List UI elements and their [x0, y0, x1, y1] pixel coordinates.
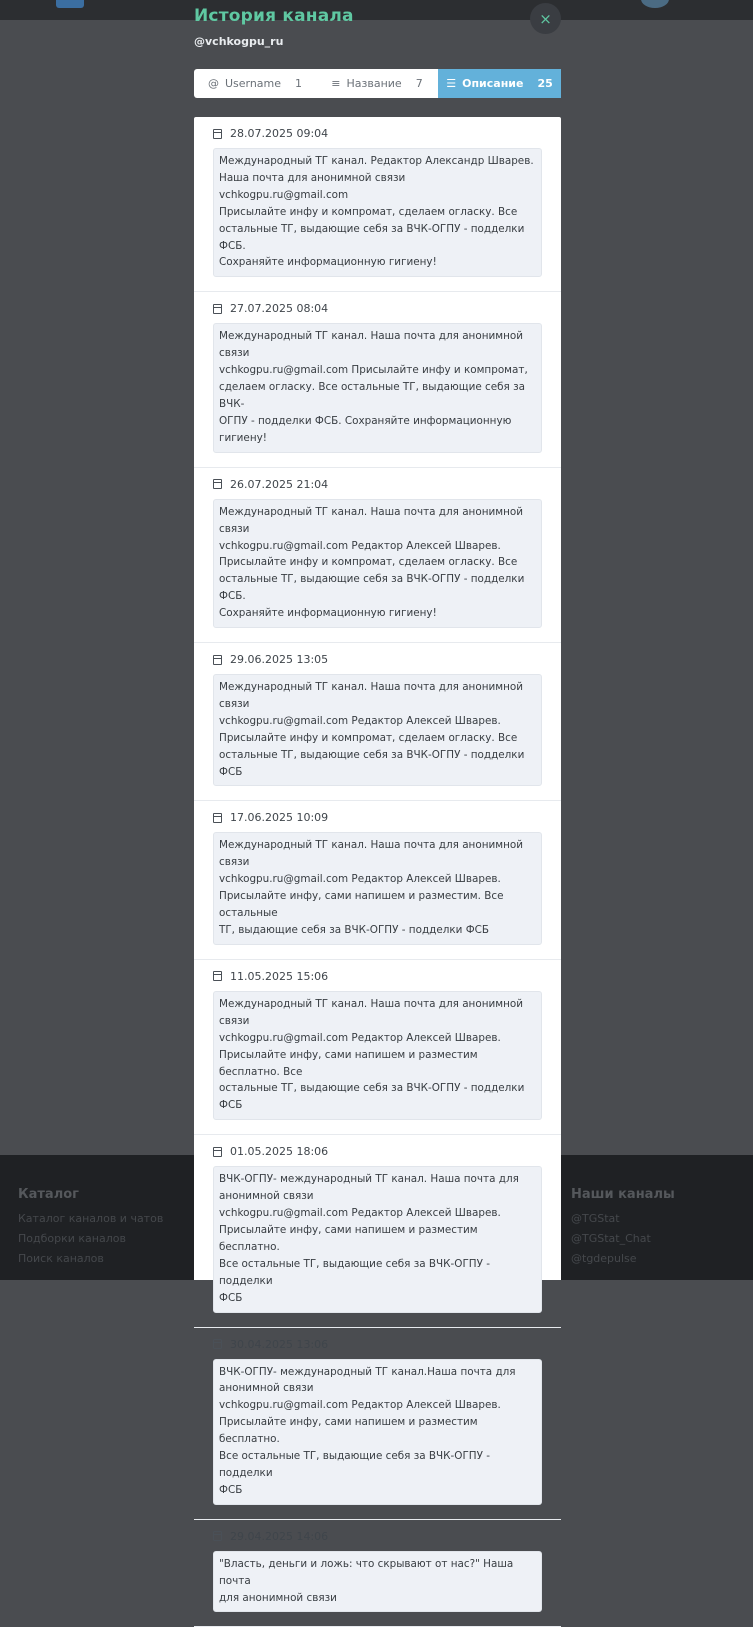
calendar-icon	[213, 1531, 222, 1541]
history-entry	[194, 643, 561, 801]
history-entry	[194, 1328, 561, 1520]
entry-description: Международный ТГ канал. Наша почта для анонимной связи vchkogpu.ru@gmail.com Редактор Алексей Шварев. Присылайте инфу, сами напишем и разместим. Все остальные ТГ, выдающие себя за ВЧК-ОГПУ - подделки ФСБ	[213, 832, 542, 944]
entry-description: ВЧК-ОГПУ- международный ТГ канал.Наша почта для анонимной связи vchkogpu.ru@gmail.com Редактор Алексей Шварев. Присылайте инфу, сами напишем и разместим бесплатно. Все остальные ТГ, выдающие себя за ВЧК-ОГПУ - подделки ФСБ	[213, 1359, 542, 1505]
footer-channels-column	[571, 1187, 675, 1272]
entry-description: Международный ТГ канал. Наша почта для анонимной связи vchkogpu.ru@gmail.com Присылайте инфу и компромат, сделаем огласку. Все остальные ТГ, выдающие себя за ВЧК- ОГПУ - подделки ФСБ. Сохраняйте информационную гигиену!	[213, 323, 542, 452]
history-entry	[194, 801, 561, 959]
calendar-icon	[213, 304, 222, 314]
entry-date: 17.06.2025 10:09	[230, 811, 329, 825]
footer-catalog-column	[18, 1187, 163, 1272]
history-entry	[194, 292, 561, 467]
footer-link[interactable]: @tgdepulse	[571, 1252, 637, 1265]
tab-username[interactable]	[194, 69, 316, 98]
history-entry	[194, 468, 561, 643]
entry-date: 28.07.2025 09:04	[230, 127, 329, 140]
entry-date-row	[213, 653, 542, 666]
history-entry	[194, 960, 561, 1135]
avatar	[641, 0, 669, 8]
entry-date: 29.06.2025 13:05	[230, 653, 329, 667]
tab-title[interactable]	[316, 69, 438, 98]
footer-channels-title: Наши каналы	[571, 1187, 675, 1202]
entry-description: Международный ТГ канал. Наша почта для анонимной связи vchkogpu.ru@gmail.com Редактор Алексей Шварев. Присылайте инфу и компромат, сделаем огласку. Все остальные ТГ, выдающие себя за ВЧК-ОГПУ - подделки ФСБ	[213, 674, 542, 786]
modal-title: История канала	[194, 6, 354, 26]
entry-description: Международный ТГ канал. Наша почта для анонимной связи vchkogpu.ru@gmail.com Редактор Алексей Шварев. Присылайте инфу и компромат, сделаем огласку. Все остальные ТГ, выдающие себя за ВЧК-ОГПУ - подделки ФСБ. Сохраняйте информационную гигиену!	[213, 499, 542, 628]
logo-icon	[56, 0, 84, 8]
entry-date: 11.05.2025 15:06	[230, 969, 329, 983]
entry-date-row	[213, 1338, 542, 1351]
tab-count: 25	[537, 77, 553, 90]
footer-link[interactable]: @TGStat_Chat	[571, 1232, 651, 1245]
entry-date: 27.07.2025 08:04	[230, 302, 329, 316]
entry-date-row	[213, 1530, 542, 1543]
footer-link[interactable]: Поиск каналов	[18, 1252, 104, 1265]
entry-date-row	[213, 1145, 542, 1158]
entry-date-row	[213, 970, 542, 983]
calendar-icon	[213, 129, 222, 139]
entry-date: 26.07.2025 21:04	[230, 477, 329, 491]
at-icon: @	[207, 77, 219, 90]
entry-date: 29.04.2025 14:06	[230, 1529, 329, 1543]
tab-label: Название	[346, 77, 402, 90]
channel-username: @vchkogpu_ru	[194, 35, 284, 48]
close-button[interactable]	[530, 3, 561, 34]
close-icon: ×	[539, 9, 552, 28]
footer-link[interactable]: Каталог каналов и чатов	[18, 1212, 164, 1225]
entry-description: ВЧК-ОГПУ- международный ТГ канал. Наша почта для анонимной связи vchkogpu.ru@gmail.com Редактор Алексей Шварев. Присылайте инфу, сами напишем и разместим бесплатно. Все остальные ТГ, выдающие себя за ВЧК-ОГПУ - подделки ФСБ	[213, 1166, 542, 1312]
footer-catalog-title: Каталог	[18, 1187, 79, 1202]
tab-label: Описание	[462, 77, 524, 90]
tab-label: Username	[224, 77, 282, 90]
calendar-icon	[213, 971, 222, 981]
modal-header	[194, 6, 561, 48]
calendar-icon	[213, 655, 222, 665]
description-icon: ☰	[446, 77, 457, 90]
entry-date: 01.05.2025 18:06	[230, 1145, 329, 1159]
entry-date-row	[213, 811, 542, 824]
calendar-icon	[213, 813, 222, 823]
description-history-list[interactable]	[194, 117, 561, 1604]
footer-link[interactable]: Подборки каналов	[18, 1232, 126, 1245]
history-entry	[194, 117, 561, 292]
tab-count: 1	[295, 77, 303, 90]
footer-link[interactable]: @TGStat	[571, 1212, 620, 1225]
entry-date-row	[213, 478, 542, 491]
tab-description[interactable]	[438, 69, 561, 98]
history-tabs	[194, 69, 561, 98]
entry-date-row	[213, 127, 542, 140]
entry-date: 30.04.2025 13:06	[230, 1337, 329, 1351]
entry-description: "Власть, деньги и ложь: что скрывают от нас?" Наша почта для анонимной связи	[213, 1551, 542, 1613]
calendar-icon	[213, 479, 222, 489]
entry-description: Международный ТГ канал. Наша почта для анонимной связи vchkogpu.ru@gmail.com Редактор Алексей Шварев. Присылайте инфу, сами напишем и разместим бесплатно. Все остальные ТГ, выдающие себя за ВЧК-ОГПУ - подделки ФСБ	[213, 991, 542, 1120]
calendar-icon	[213, 1339, 222, 1349]
calendar-icon	[213, 1147, 222, 1157]
history-entry	[194, 1135, 561, 1327]
tab-count: 7	[415, 77, 423, 90]
history-entry	[194, 1520, 561, 1627]
title-icon: ≡	[331, 77, 341, 90]
entry-description: Международный ТГ канал. Редактор Александр Шварев. Наша почта для анонимной связи vchkogpu.ru@gmail.com Присылайте инфу и компромат, сделаем огласку. Все остальные ТГ, выдающие себя за ВЧК-ОГПУ - подделки ФСБ. Сохраняйте информационную гигиену!	[213, 148, 542, 277]
entry-date-row	[213, 302, 542, 315]
